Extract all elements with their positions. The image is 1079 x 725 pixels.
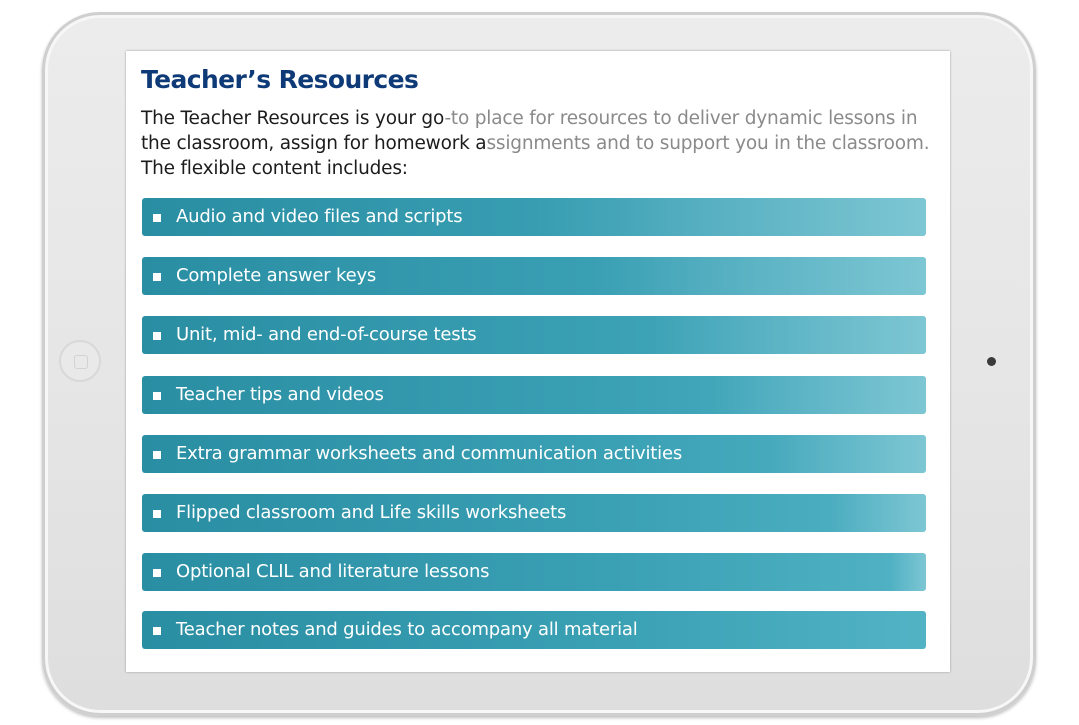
list-item-label: Audio and video files and scripts — [176, 206, 463, 227]
item-sheen — [590, 257, 926, 295]
item-sheen — [650, 316, 926, 354]
list-item[interactable] — [142, 611, 926, 649]
square-bullet-icon — [153, 510, 161, 518]
square-bullet-icon — [153, 451, 161, 459]
square-bullet-icon — [153, 214, 161, 222]
intro-text-5: The flexible content includes: — [141, 158, 408, 179]
square-bullet-icon — [153, 569, 161, 577]
intro-text-4: ssignments and to support you in the classroom. — [486, 133, 930, 154]
list-item[interactable] — [142, 435, 926, 473]
square-bullet-icon — [153, 392, 161, 400]
list-item-label: Teacher notes and guides to accompany all material — [176, 619, 638, 640]
list-item-label: Complete answer keys — [176, 265, 377, 286]
home-square-icon — [74, 355, 88, 369]
list-item-label: Unit, mid- and end-of-course tests — [176, 324, 477, 345]
list-item[interactable] — [142, 198, 926, 236]
item-sheen — [770, 435, 926, 473]
camera-icon — [987, 357, 996, 366]
square-bullet-icon — [153, 627, 161, 635]
list-item[interactable] — [142, 257, 926, 295]
home-button-icon[interactable] — [59, 340, 101, 382]
square-bullet-icon — [153, 273, 161, 281]
list-item[interactable] — [142, 316, 926, 354]
item-sheen — [830, 494, 926, 532]
list-item-label: Teacher tips and videos — [176, 384, 384, 405]
list-item-label: Extra grammar worksheets and communication activities — [176, 443, 683, 464]
list-item-label: Optional CLIL and literature lessons — [176, 561, 490, 582]
list-item[interactable] — [142, 494, 926, 532]
item-sheen — [710, 376, 926, 414]
intro-text-1: The Teacher Resources is your go — [141, 108, 445, 129]
list-item[interactable] — [142, 376, 926, 414]
list-item[interactable] — [142, 553, 926, 591]
page-title: Teacher’s Resources — [141, 65, 419, 94]
intro-text-2: -to place for resources to deliver dynamic lessons in — [444, 108, 918, 129]
intro-text-3: the classroom, assign for homework a — [141, 133, 487, 154]
list-item-label: Flipped classroom and Life skills worksheets — [176, 502, 567, 523]
resource-list — [126, 51, 950, 672]
item-sheen — [890, 553, 926, 591]
tablet-screen — [126, 51, 950, 672]
item-sheen — [530, 198, 926, 236]
square-bullet-icon — [153, 332, 161, 340]
